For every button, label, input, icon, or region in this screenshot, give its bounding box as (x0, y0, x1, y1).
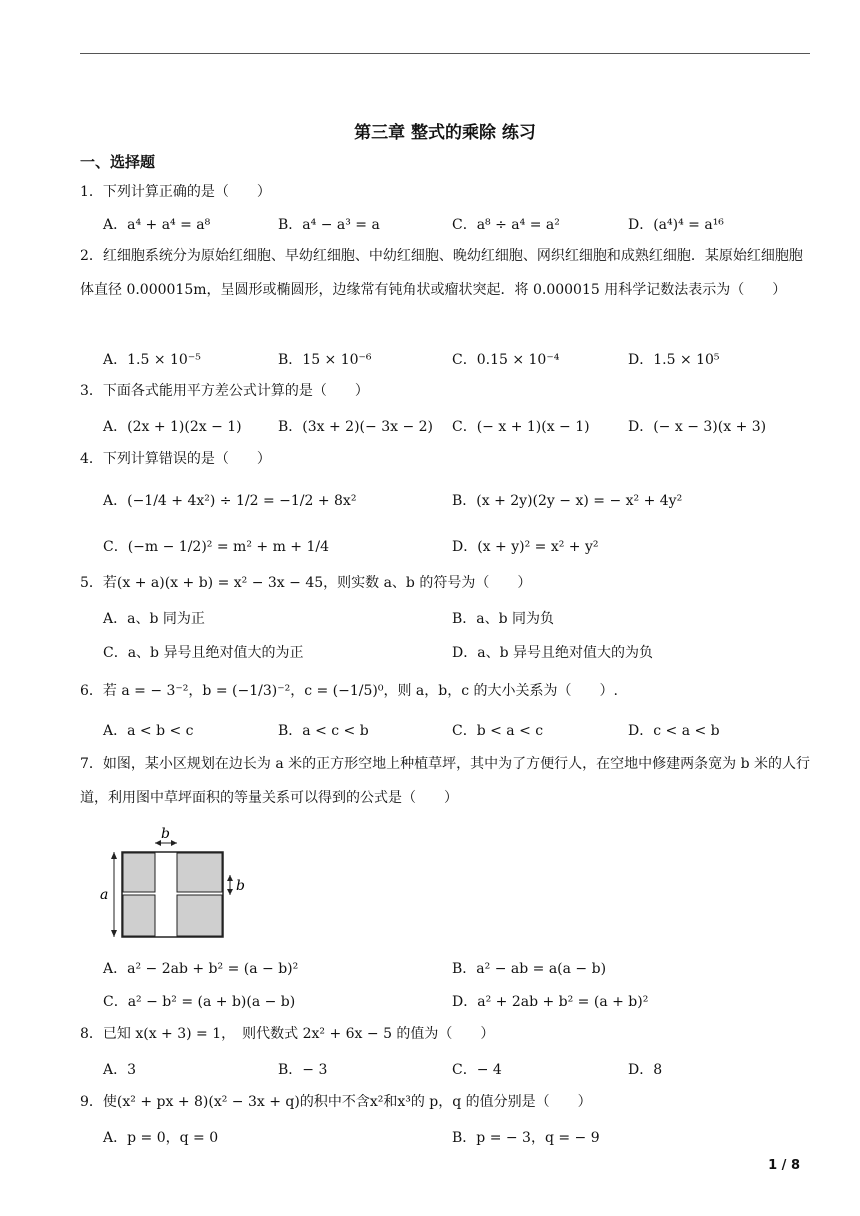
q3-option-a: A．(2x + 1)(2x − 1) (103, 419, 242, 435)
q7-option-c: C．a² − b² = (a + b)(a − b) (103, 994, 296, 1010)
q2-option-b: B．15 × 10⁻⁶ (278, 352, 372, 368)
q4-option-b: B．(x + 2y)(2y − x) = − x² + 4y² (452, 493, 683, 509)
q1-option-b: B．a⁴ − a³ = a (278, 217, 380, 233)
q8-option-b: B．− 3 (278, 1062, 328, 1078)
q5-option-d: D．a、b 异号且绝对值大的为负 (452, 645, 653, 661)
q7-option-a: A．a² − 2ab + b² = (a − b)² (103, 961, 299, 977)
page-number: 1 / 8 (768, 1158, 800, 1173)
q6-option-a: A．a < b < c (103, 723, 194, 739)
q1-option-c: C．a⁸ ÷ a⁴ = a² (452, 217, 560, 233)
question-8-stem: 8．已知 x(x + 3) = 1， 则代数式 2x² + 6x − 5 的值为（ ） (80, 1026, 495, 1042)
question-1-stem: 1．下列计算正确的是（ ） (80, 184, 271, 200)
page-title: 第三章 整式的乘除 练习 (354, 123, 536, 143)
section-heading: 一、选择题 (80, 153, 156, 171)
question-5-stem: 5．若(x + a)(x + b) = x² − 3x − 45，则实数 a、b 的符号为（ ） (80, 575, 532, 591)
q3-option-d: D．(− x − 3)(x + 3) (628, 419, 767, 435)
q3-option-c: C．(− x + 1)(x − 1) (452, 419, 590, 435)
question-3-stem: 3．下面各式能用平方差公式计算的是（ ） (80, 383, 369, 399)
question-7-stem: 7．如图，某小区规划在边长为 a 米的正方形空地上种植草坪，其中为了方便行人，在空地中修建两条宽为 b 米的人行道，利用图中草坪面积的等量关系可以得到的公式是（ ） (80, 756, 811, 806)
lawn-diagram (98, 825, 258, 943)
label-b-top: b (161, 826, 170, 842)
q6-option-d: D．c < a < b (628, 723, 720, 739)
q8-option-c: C．− 4 (452, 1062, 502, 1078)
q9-option-b: B．p = − 3，q = − 9 (452, 1130, 600, 1146)
q5-option-a: A．a、b 同为正 (103, 611, 205, 627)
question-9-stem: 9．使(x² + px + 8)(x² − 3x + q)的积中不含x²和x³的 p，q 的值分别是（ ） (80, 1094, 592, 1110)
header-rule (80, 53, 810, 54)
label-b-right: b (236, 878, 245, 894)
question-6-stem: 6．若 a = − 3⁻²，b = (−1/3)⁻²，c = (−1/5)⁰，则 a，b，c 的大小关系为（ ）. (80, 683, 618, 699)
label-a: a (100, 887, 109, 903)
lawn-bottom-right (177, 895, 222, 936)
q1-option-d: D．(a⁴)⁴ = a¹⁶ (628, 217, 724, 233)
q5-option-c: C．a、b 异号且绝对值大的为正 (103, 645, 304, 661)
lawn-top-left (123, 853, 155, 892)
q3-option-b: B．(3x + 2)(− 3x − 2) (278, 419, 433, 435)
q2-option-c: C．0.15 × 10⁻⁴ (452, 352, 560, 368)
q7-option-b: B．a² − ab = a(a − b) (452, 961, 607, 977)
q2-option-d: D．1.5 × 10⁵ (628, 352, 720, 368)
q2-option-a: A．1.5 × 10⁻⁵ (103, 352, 201, 368)
q5-option-b: B．a、b 同为负 (452, 611, 555, 627)
q8-option-d: D．8 (628, 1062, 663, 1078)
question-4-stem: 4．下列计算错误的是（ ） (80, 451, 271, 467)
lawn-top-right (177, 853, 222, 892)
q4-option-c: C．(−m − 1/2)² = m² + m + 1/4 (103, 539, 330, 555)
lawn-bottom-left (123, 895, 155, 936)
q9-option-a: A．p = 0，q = 0 (103, 1130, 219, 1146)
q6-option-b: B．a < c < b (278, 723, 369, 739)
q1-option-a: A．a⁴ + a⁴ = a⁸ (103, 217, 211, 233)
q4-option-d: D．(x + y)² = x² + y² (452, 539, 599, 555)
q4-option-a: A．(−1/4 + 4x²) ÷ 1/2 = −1/2 + 8x² (103, 493, 357, 509)
q8-option-a: A．3 (103, 1062, 137, 1078)
q6-option-c: C．b < a < c (452, 723, 544, 739)
question-2-stem: 2．红细胞系统分为原始红细胞、早幼红细胞、中幼红细胞、晚幼红细胞、网织红细胞和成熟红细胞．某原始红细胞胞体直径 0.000015m，呈圆形或椭圆形，边缘常有钝角状或瘤状突起．将 0.000015 用科学记数法表示为（ ） (80, 248, 803, 298)
q7-option-d: D．a² + 2ab + b² = (a + b)² (452, 994, 649, 1010)
